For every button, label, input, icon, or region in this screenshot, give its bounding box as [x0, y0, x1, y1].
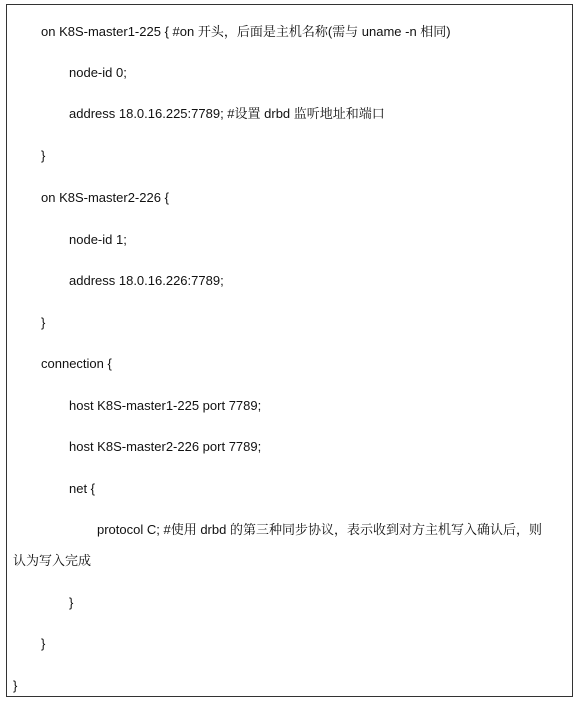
code-line-close-brace: } [41, 148, 46, 163]
code-line-host-master1: host K8S-master1-225 port 7789; [69, 398, 262, 413]
code-line-close-brace: } [41, 315, 46, 330]
code-line-on-master1: on K8S-master1-225 { #on 开头，后面是主机名称(需与 uname -n 相同) [41, 24, 451, 39]
code-block [6, 4, 573, 697]
code-line-node-id-1: node-id 1; [69, 232, 127, 247]
code-line-address-226: address 18.0.16.226:7789; [69, 273, 224, 288]
code-line-close-brace: } [69, 595, 74, 610]
code-line-host-master2: host K8S-master2-226 port 7789; [69, 439, 262, 454]
code-line-close-brace: } [13, 678, 18, 693]
code-line-protocol: protocol C; #使用 drbd 的第三种同步协议，表示收到对方主机写入确认后，则 [97, 522, 542, 537]
code-line-net: net { [69, 481, 96, 496]
code-line-close-brace: } [41, 636, 46, 651]
code-line-address-225: address 18.0.16.225:7789; #设置 drbd 监听地址和端口 [69, 106, 385, 121]
code-line-connection: connection { [41, 356, 112, 371]
code-line-node-id-0: node-id 0; [69, 65, 127, 80]
code-line-on-master2: on K8S-master2-226 { [41, 190, 169, 205]
code-line-protocol-continuation: 认为写入完成 [13, 553, 92, 568]
